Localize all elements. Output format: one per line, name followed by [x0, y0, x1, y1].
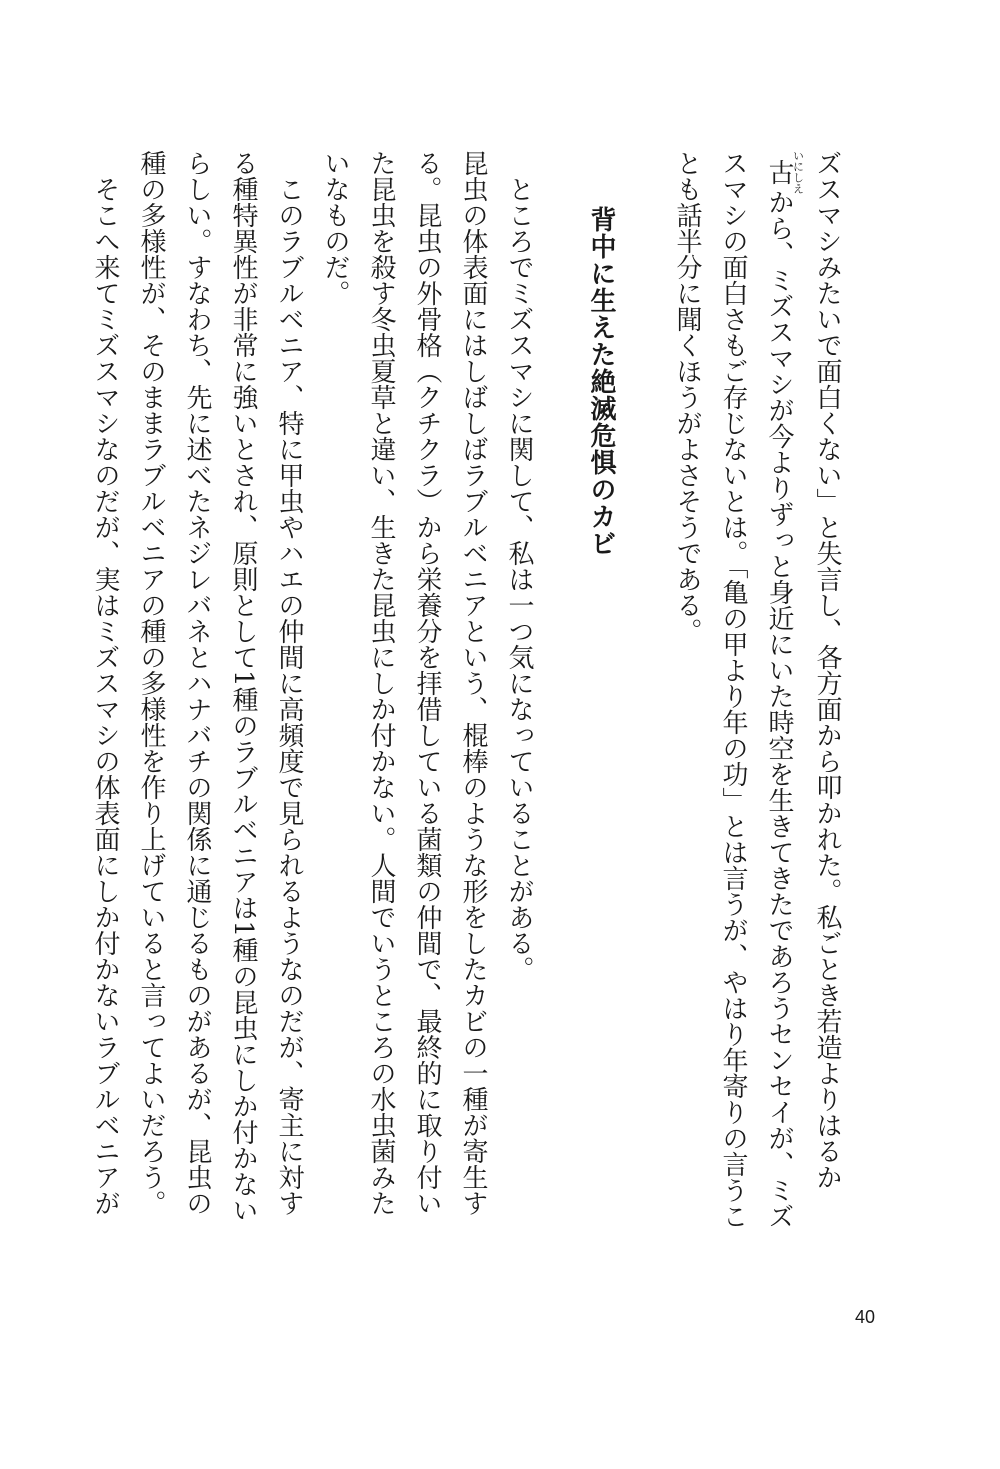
- page-number: 40: [855, 1307, 876, 1327]
- furigana: いにしえ: [791, 150, 805, 194]
- paragraph-elders: [664, 150, 804, 1230]
- ruby-base: 古: [764, 150, 794, 194]
- ruby-kanji: [764, 150, 805, 194]
- paragraph-continuation: ズスマシみたいで面白くない」と失言し、各方面から叩かれた。私ごとき若造よりはるか: [812, 150, 842, 1190]
- section-heading: 背中に生えた絶滅危惧のカビ: [586, 206, 616, 557]
- paragraph-mizusumashi: [82, 150, 128, 1230]
- paragraph-specificity: [128, 150, 312, 1230]
- paragraph-specificity-text: このラブルベニア、特に甲虫やハエの仲間に高頻度で見られるようなのだが、寄主に対する種特異性が非常に強いとされ、原則として1種のラブルベニアは1種の昆虫にしか付かないらしい。すなわち、先に述べたネジレバネとハナバチの関係に通じるものがあるが、昆虫の種の多様性が、そのままラブルベニアの種の多様性を作り上げていると言ってよいだろう。: [136, 150, 304, 1224]
- paragraph-question-text: ところでミズスマシに関して、私は一つ気になっていることがある。: [504, 176, 534, 982]
- paragraph-mizusumashi-text: そこへ来てミズスマシなのだが、実はミズスマシの体表面にしか付かないラブルベニアが: [90, 176, 120, 1216]
- paragraph-elders-text: から、ミズスマシが今よりずっと身近にいた時空を生きてきたであろうセンセイが、ミズスマシの面白さもご存じないとは。「亀の甲より年の功」とは言うが、やはり年寄りの言うことも話半分に聞くほうがよさそうである。: [672, 150, 794, 1229]
- paragraph-laboulbenia: [312, 150, 496, 1230]
- vertical-text-body: [82, 150, 850, 1230]
- paragraph-laboulbenia-text: 昆虫の体表面にはしばしばラブルベニアという、棍棒のような形をしたカビの一種が寄生する。昆虫の外骨格（クチクラ）から栄養分を拝借している菌類の仲間で、最終的に取り付いた昆虫を殺す冬虫夏草と違い、生きた昆虫にしか付かない。人間でいうところの水虫菌みたいなものだ。: [320, 150, 488, 1216]
- paragraph-question: [496, 150, 542, 1230]
